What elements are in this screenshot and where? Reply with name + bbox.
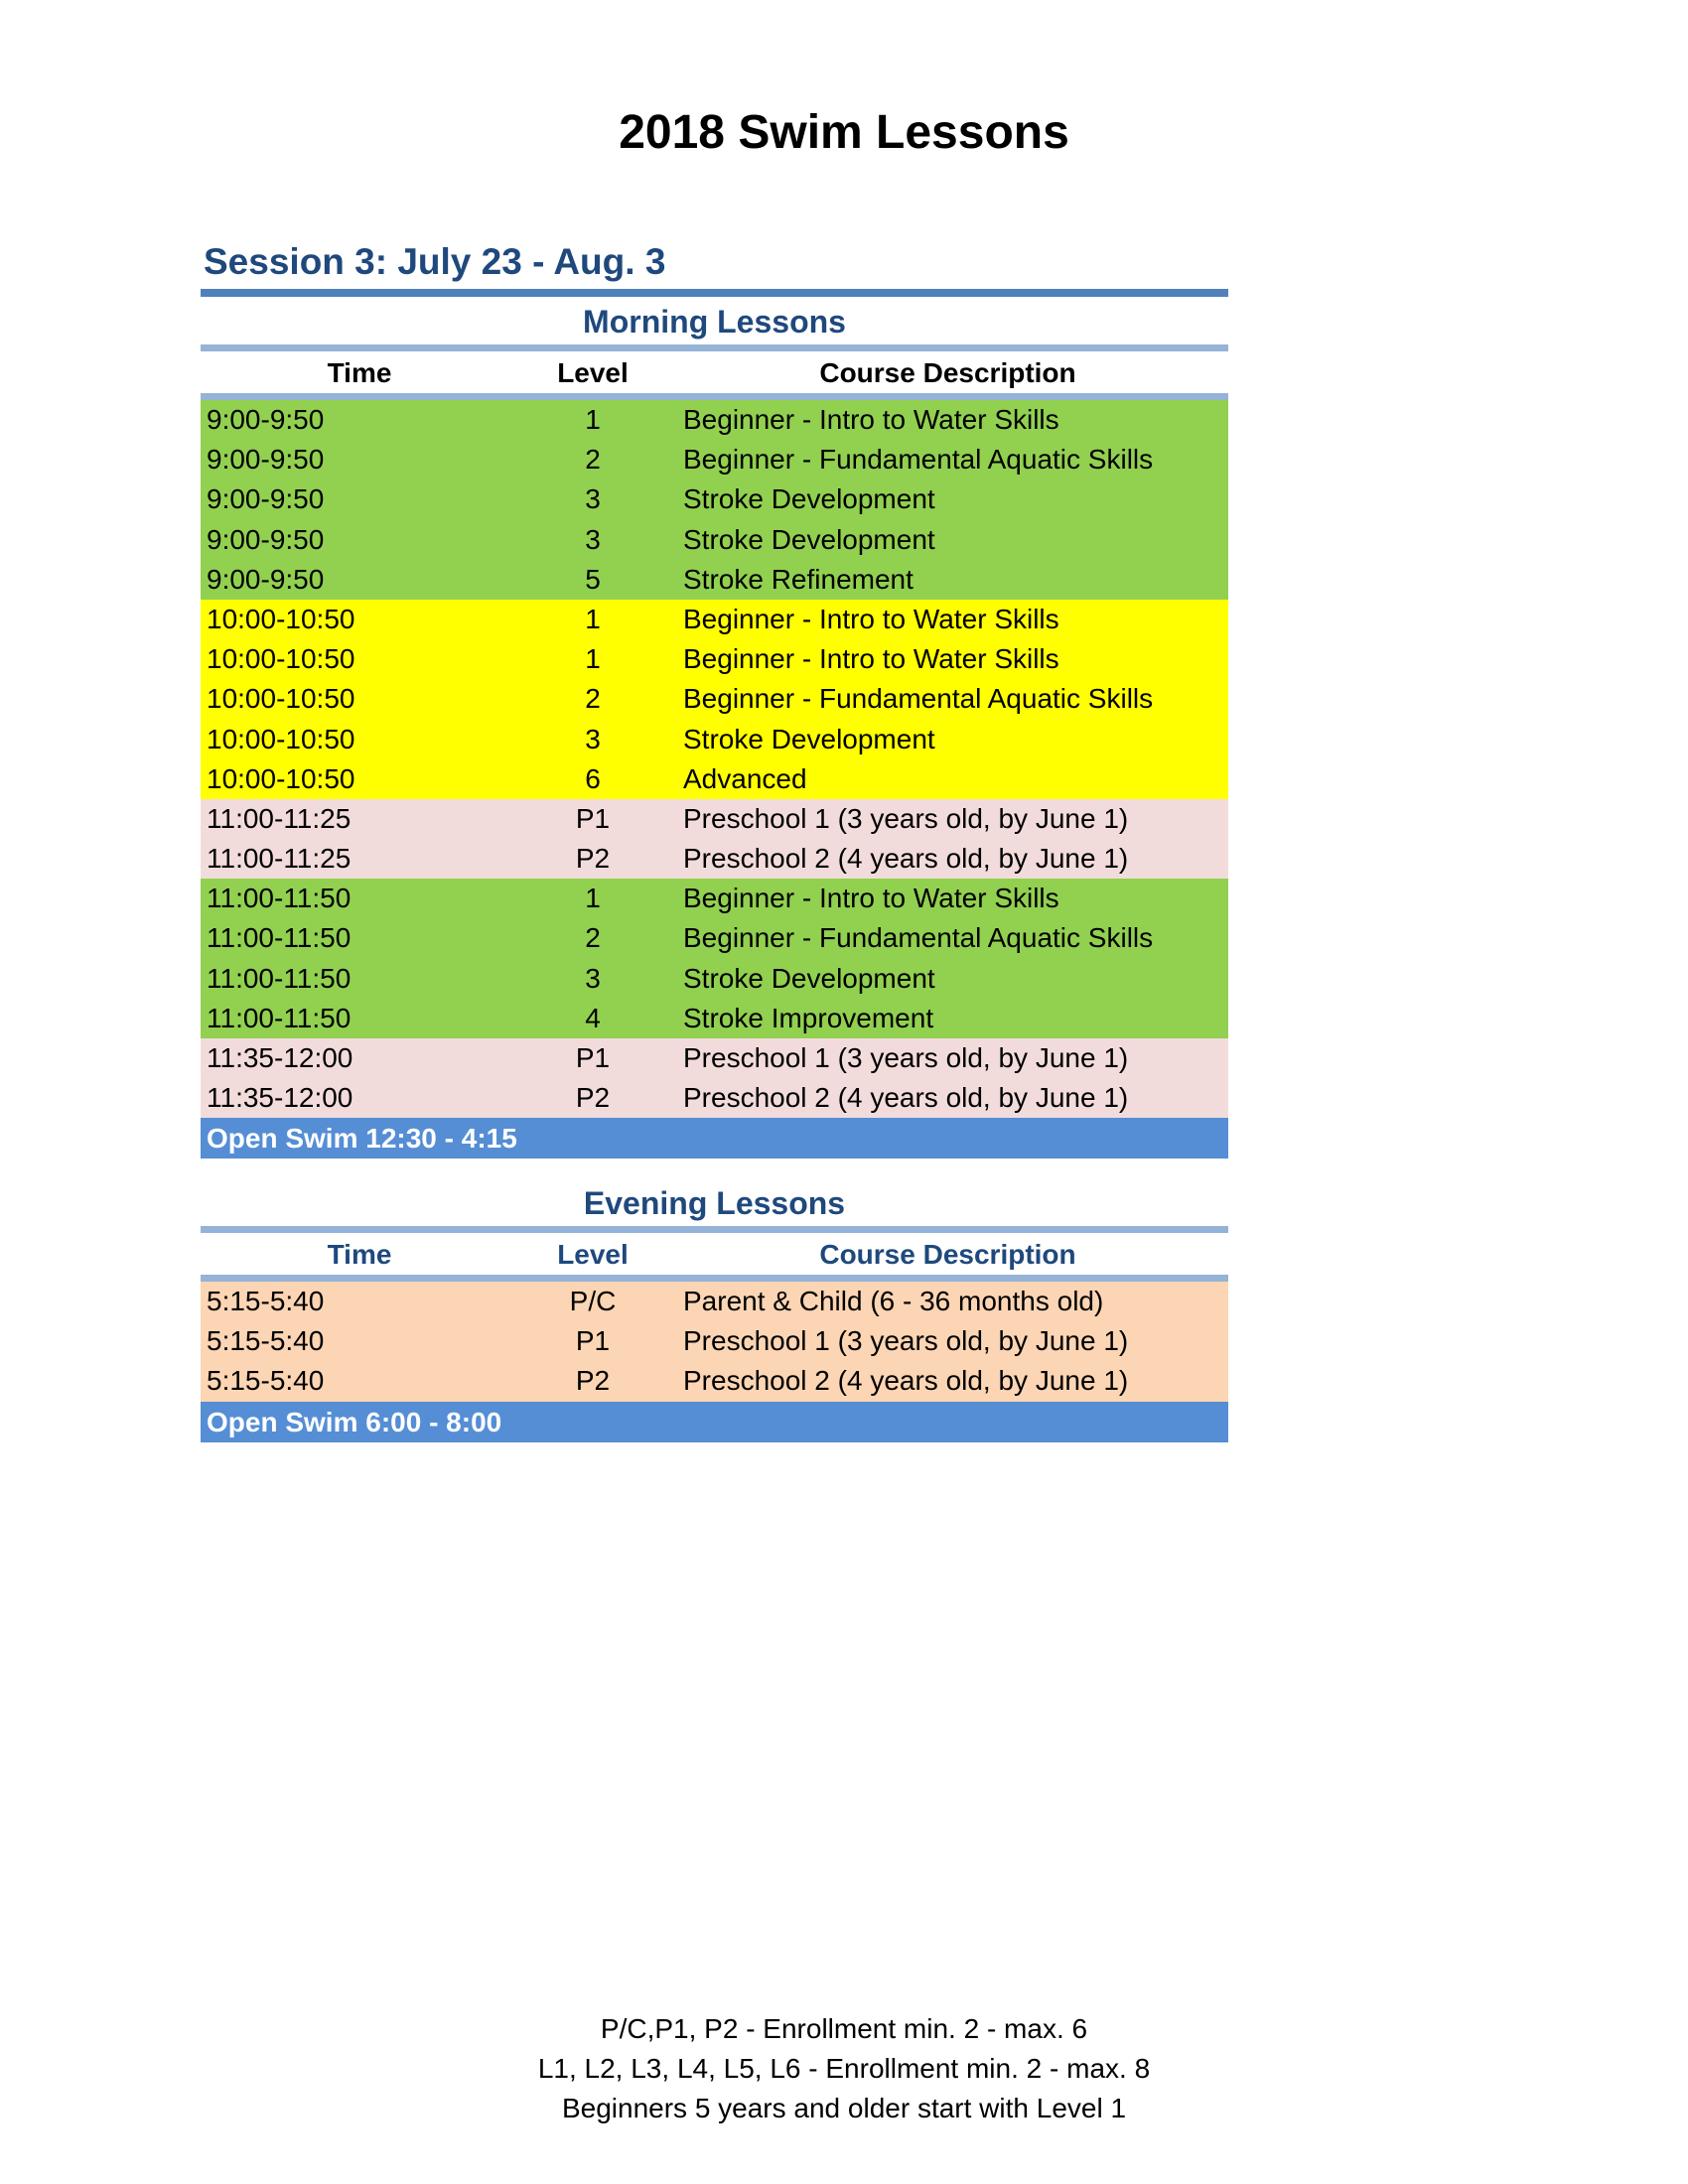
- row-level: 1: [585, 883, 601, 914]
- row-time: 10:00-10:50: [207, 723, 355, 754]
- morning-open-swim-banner: Open Swim 12:30 - 4:15: [201, 1118, 1228, 1159]
- evening-open-swim-banner: Open Swim 6:00 - 8:00: [201, 1402, 1228, 1442]
- table-row: [201, 560, 1228, 600]
- row-description: Stroke Refinement: [683, 563, 914, 595]
- row-description: Beginner - Fundamental Aquatic Skills: [683, 922, 1154, 954]
- table-row: [201, 879, 1228, 918]
- row-description: Beginner - Fundamental Aquatic Skills: [683, 444, 1154, 476]
- row-description: Preschool 1 (3 years old, by June 1): [683, 802, 1129, 834]
- table-row: [201, 759, 1228, 799]
- row-description: Stroke Development: [683, 523, 935, 555]
- morning-header-divider-top: [201, 344, 1228, 351]
- evening-lessons-table: [201, 1178, 1228, 1442]
- table-row: [201, 839, 1228, 879]
- table-row: [201, 799, 1228, 839]
- row-level: P1: [575, 1325, 611, 1357]
- row-time: 11:35-12:00: [207, 1042, 353, 1073]
- row-level: 1: [585, 404, 601, 435]
- table-row: [201, 1038, 1228, 1078]
- evening-lessons-heading: Evening Lessons: [583, 1185, 846, 1221]
- table-row: [201, 600, 1228, 639]
- column-header-level: Level: [557, 357, 629, 388]
- row-time: 11:00-11:50: [207, 1002, 352, 1033]
- row-description: Stroke Development: [683, 723, 935, 754]
- row-level: 3: [585, 723, 601, 754]
- row-time: 9:00-9:50: [207, 444, 325, 476]
- enrollment-notes: [0, 2009, 1688, 2128]
- table-row: [201, 639, 1228, 679]
- table-row: [201, 400, 1228, 440]
- evening-header-divider-bottom: [201, 1275, 1228, 1282]
- row-time: 5:15-5:40: [207, 1365, 325, 1397]
- row-level: 2: [585, 922, 601, 954]
- row-time: 5:15-5:40: [207, 1325, 325, 1357]
- row-time: 9:00-9:50: [207, 563, 325, 595]
- table-row: [201, 1282, 1228, 1321]
- row-time: 10:00-10:50: [207, 683, 355, 715]
- row-level: 5: [585, 563, 601, 595]
- row-level: P2: [575, 1082, 611, 1114]
- row-level: P/C: [569, 1286, 617, 1316]
- row-description: Beginner - Intro to Water Skills: [683, 643, 1059, 675]
- table-row: [201, 720, 1228, 759]
- row-time: 5:15-5:40: [207, 1286, 325, 1316]
- row-description: Parent & Child (6 - 36 months old): [683, 1286, 1104, 1316]
- row-description: Preschool 2 (4 years old, by June 1): [683, 843, 1129, 875]
- row-time: 10:00-10:50: [207, 762, 355, 794]
- row-description: Preschool 2 (4 years old, by June 1): [683, 1365, 1129, 1397]
- morning-rows: [201, 400, 1228, 1118]
- row-level: 3: [585, 962, 601, 994]
- row-description: Stroke Development: [683, 962, 935, 994]
- table-row: [201, 959, 1228, 999]
- morning-lessons-heading: Morning Lessons: [583, 304, 846, 340]
- row-level: 3: [585, 483, 601, 515]
- row-level: P1: [575, 1042, 611, 1073]
- row-time: 11:00-11:25: [207, 802, 352, 834]
- evening-header-divider-top: [201, 1226, 1228, 1233]
- row-time: 9:00-9:50: [207, 483, 325, 515]
- row-description: Stroke Development: [683, 483, 935, 515]
- footer-note: P/C,P1, P2 - Enrollment min. 2 - max. 6: [600, 2013, 1088, 2044]
- row-level: P2: [575, 843, 611, 875]
- column-header-description: Course Description: [819, 1239, 1076, 1270]
- page-title: 2018 Swim Lessons: [619, 106, 1069, 159]
- table-row: [201, 520, 1228, 560]
- session-title: Session 3: July 23 - Aug. 3: [204, 241, 666, 282]
- row-level: 2: [585, 683, 601, 715]
- row-description: Preschool 1 (3 years old, by June 1): [683, 1042, 1129, 1073]
- morning-header-divider-bottom: [201, 393, 1228, 400]
- table-row: [201, 1321, 1228, 1361]
- table-row: [201, 479, 1228, 519]
- row-level: 6: [585, 762, 601, 794]
- row-description: Beginner - Intro to Water Skills: [683, 883, 1059, 914]
- row-description: Stroke Improvement: [683, 1002, 934, 1033]
- table-row: [201, 918, 1228, 958]
- row-time: 10:00-10:50: [207, 603, 355, 634]
- row-level: 4: [585, 1002, 601, 1033]
- column-header-description: Course Description: [819, 357, 1076, 388]
- row-description: Advanced: [683, 762, 807, 794]
- table-row: [201, 440, 1228, 479]
- column-header-time: Time: [327, 1239, 392, 1270]
- row-time: 9:00-9:50: [207, 404, 325, 435]
- row-time: 9:00-9:50: [207, 523, 325, 555]
- row-description: Beginner - Intro to Water Skills: [683, 404, 1059, 435]
- row-time: 11:00-11:50: [207, 883, 352, 914]
- table-row: [201, 679, 1228, 719]
- row-time: 11:00-11:50: [207, 962, 352, 994]
- row-time: 10:00-10:50: [207, 643, 355, 675]
- row-description: Beginner - Fundamental Aquatic Skills: [683, 683, 1154, 715]
- row-description: Preschool 1 (3 years old, by June 1): [683, 1325, 1129, 1357]
- evening-column-headers: [201, 1233, 1228, 1275]
- row-level: P2: [575, 1365, 611, 1397]
- row-level: 1: [585, 643, 601, 675]
- footer-note: L1, L2, L3, L4, L5, L6 - Enrollment min. 2 - max. 8: [537, 2053, 1151, 2084]
- row-time: 11:35-12:00: [207, 1082, 353, 1114]
- morning-column-headers: [201, 351, 1228, 393]
- table-row: [201, 999, 1228, 1038]
- row-description: Preschool 2 (4 years old, by June 1): [683, 1082, 1129, 1114]
- column-header-time: Time: [327, 357, 392, 388]
- evening-rows: [201, 1282, 1228, 1402]
- session-divider: [201, 289, 1228, 297]
- row-level: 2: [585, 444, 601, 476]
- row-time: 11:00-11:50: [207, 922, 352, 954]
- footer-note: Beginners 5 years and older start with Level 1: [561, 2093, 1127, 2123]
- table-row: [201, 1078, 1228, 1118]
- table-row: [201, 1361, 1228, 1401]
- column-header-level: Level: [557, 1239, 629, 1270]
- morning-lessons-table: [201, 289, 1228, 1159]
- row-description: Beginner - Intro to Water Skills: [683, 603, 1059, 634]
- row-level: 3: [585, 523, 601, 555]
- row-time: 11:00-11:25: [207, 843, 352, 875]
- row-level: P1: [575, 802, 611, 834]
- row-level: 1: [585, 603, 601, 634]
